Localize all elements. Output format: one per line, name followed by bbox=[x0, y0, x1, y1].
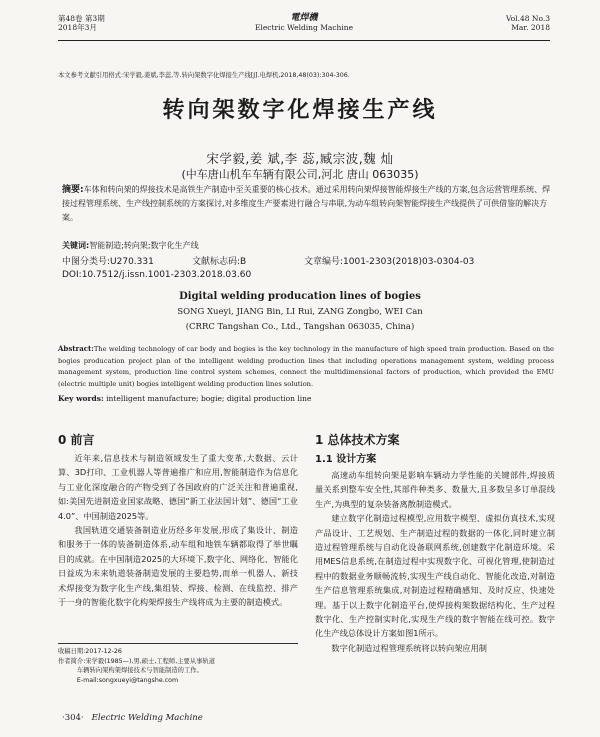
received-date: 收稿日期:2017-12-26 bbox=[58, 648, 122, 655]
clc-number: 中图分类号:U270.331 bbox=[62, 257, 154, 267]
keywords-cn bbox=[62, 240, 552, 251]
body-paragraph: 建立数字化制造过程模型,应用数字模型、虚拟仿真技术,实现产品设计、工艺规划、生产制造过程的数据的一体化,同时建立制造过程管理系统与自动化设备联网系统,创建数字化制造环境。采用MES信息系统,在制造过程中实现数字化、可视化管理,使制造过程中的数据业务顺畅流转,实现生产线自动化、智能化改造,对制造生产信息管理系统集成,对制造过程精确感知、及时反应、快速处理。基于以上数字化制造平台,使焊接构架数据结构化、生产过程数字化、生产控制实时化,实现生产线的数字智能在线可控。数字化生产线总体设计方案如图1所示。 bbox=[315, 513, 555, 639]
abstract-cn bbox=[62, 183, 552, 225]
date-cn: 2018年3月 bbox=[58, 23, 97, 32]
author-email: E-mail:songxueyi@tangshe.com bbox=[76, 676, 179, 684]
header-rule bbox=[58, 40, 550, 41]
volume-cn: 第48卷 第3期 bbox=[58, 14, 105, 23]
author-bio-line2: 车辆转向架构架焊接技术与智能制造的工作。 bbox=[76, 667, 203, 674]
document-code: 文献标志码:B bbox=[192, 257, 247, 267]
left-column bbox=[58, 429, 298, 609]
keywords-cn-label: 关键词: bbox=[62, 241, 90, 250]
right-column bbox=[315, 429, 555, 655]
volume-en: Vol.48 No.3 bbox=[505, 14, 550, 23]
abstract-cn-text: 车体和转向架的焊接技术是高铁生产制造中至关重要的核心技术。通过采用转向架焊接智能焊接生产线的方案,包含运营管理系统、焊接过程管理系统、生产线控制系统的方案探讨,对多维度生产要素进行融合与串联,为动车组转向架智能焊接生产线提供了可供借鉴的解决方案。 bbox=[62, 185, 551, 222]
english-affiliation: (CRRC Tangshan Co., Ltd., Tangshan 063035, China) bbox=[185, 322, 415, 332]
header-center bbox=[58, 14, 550, 32]
body-paragraph: 我国轨道交通装备制造业历经多年发展,形成了集设计、制造和服务于一体的装备制造体系,动车组和地铁车辆都取得了举世瞩目的成就。在中国制造2025的大环境下,数字化、网络化、智能化日益成为未来轨道装备制造发展的主要趋势,而单一机器人、新技术焊接变为数字化生产线,集组装、焊接、检测、在线监控、排产于一身的智能化数字化构架焊接生产线将成为主要的制造模式。 bbox=[58, 525, 298, 608]
footer-journal: Electric Welding Machine bbox=[91, 713, 203, 723]
section-heading-preface: 0 前言 bbox=[58, 433, 95, 447]
page-footer bbox=[62, 713, 203, 723]
doi: DOI:10.7512/j.issn.1001-2303.2018.03.60 bbox=[62, 270, 252, 280]
english-title: Digital welding producation lines of bogies bbox=[179, 291, 421, 302]
journal-name-en: Electric Welding Machine bbox=[254, 23, 354, 32]
english-keywords bbox=[58, 394, 554, 403]
running-header bbox=[58, 14, 550, 40]
english-abstract-text: The welding technology of car body and bogies is the key technology in the manufacture of high speed train production. Based on the bogies producation project plan of the intelligent welding production lines that including operations management system, welding process management system, production line control system schemes, connect the multidimensional factors of production, which provided the EMU (electric multiple unit) bogies intelligent welding production lines solution. bbox=[58, 345, 554, 388]
author-affiliation: (中车唐山机车车辆有限公司,河北 唐山 063035) bbox=[181, 168, 419, 181]
paper-title: 转向架数字化焊接生产线 bbox=[162, 98, 438, 123]
body-paragraph: 数字化制造过程管理系统将以转向架应用制 bbox=[331, 642, 487, 653]
author-bio-line1: 作者简介:宋学毅(1985—),男,硕士,工程师,主要从事轨道 bbox=[58, 657, 216, 665]
english-keywords-label: Key words: bbox=[58, 394, 104, 403]
english-authors: SONG Xueyi, JIANG Bin, LI Rui, ZANG Zongbo, WEI Can bbox=[177, 307, 423, 317]
english-abstract bbox=[58, 343, 554, 390]
body-paragraph: 近年来,信息技术与制造领域发生了重大变革,大数据、云计算、3D打印、工业机器人等普遍推广和应用,智能制造作为信息化与工业化深度融合的产物受到了各国政府的广泛关注和普遍重视,如:美国先进制造业国家战略、德国“新工业法国计划”、德国“工业4.0”、中国制造2025等。 bbox=[58, 453, 298, 521]
page-number: ·304· bbox=[62, 713, 84, 723]
english-abstract-label: Abstract: bbox=[58, 344, 94, 353]
keywords-cn-text: 智能制造;转向架;数字化生产线 bbox=[89, 241, 199, 250]
abstract-cn-label: 摘要: bbox=[62, 185, 84, 195]
subsection-heading-design: 1.1 设计方案 bbox=[315, 454, 377, 465]
english-keywords-text: intelligent manufacture; bogie; digital production line bbox=[106, 394, 312, 403]
section-heading-overall-scheme: 1 总体技术方案 bbox=[315, 433, 400, 447]
header-right bbox=[506, 14, 550, 32]
citation-line: 本文参考文献引用格式:宋学毅,姜斌,李蕊,等.转向架数字化焊接生产线[J].电焊机,2018,48(03):304-306. bbox=[58, 72, 350, 79]
body-paragraph: 高速动车组转向架是影响车辆动力学性能的关键部件,焊接质量关系到整车安全性,其部件种类多、数量大,且多数呈多订单混线生产,为典型的复杂装备离散制造模式。 bbox=[315, 470, 555, 509]
date-en: Mar. 2018 bbox=[511, 23, 550, 32]
footnote bbox=[58, 643, 298, 685]
journal-name-cn: 電焊機 bbox=[290, 13, 318, 23]
article-number: 文章编号:1001-2303(2018)03-0304-03 bbox=[304, 257, 475, 267]
author-list: 宋学毅,姜 斌,李 蕊,臧宗波,魏 灿 bbox=[206, 151, 394, 166]
